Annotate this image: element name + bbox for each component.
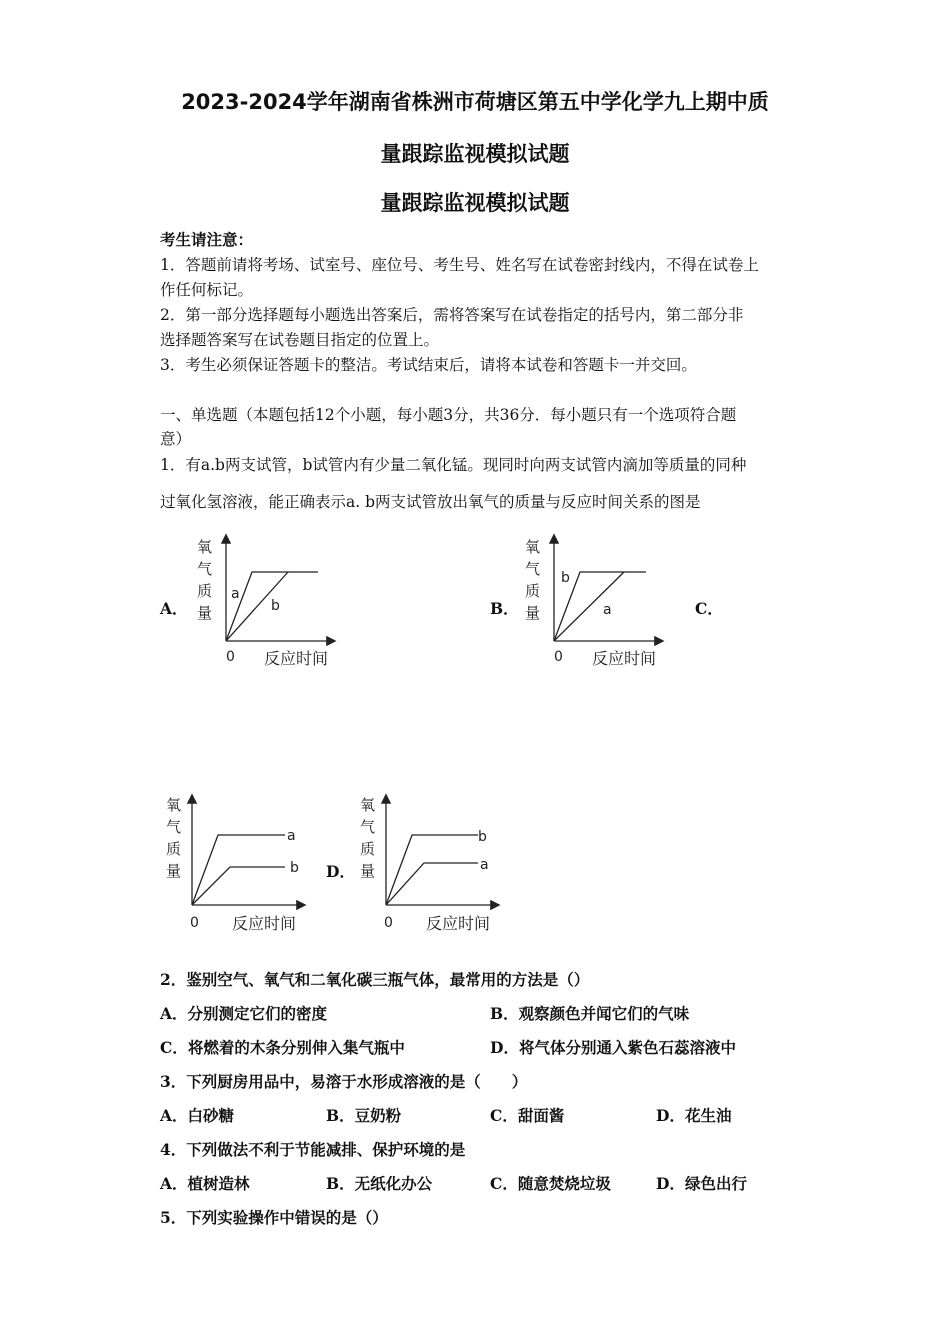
curve-high bbox=[386, 835, 478, 905]
q2-option-b: B．观察颜色并闻它们的气味 bbox=[490, 1004, 690, 1023]
question-4-text: 4．下列做法不利于节能减排、保护环境的是 bbox=[160, 1140, 466, 1159]
question-3-text: 3．下列厨房用品中，易溶于水形成溶液的是（ ） bbox=[160, 1072, 528, 1091]
x-axis-label: 反应时间 bbox=[232, 914, 297, 933]
y-label-char: 气 bbox=[525, 560, 541, 578]
y-label-char: 质 bbox=[166, 840, 182, 858]
y-label-char: 氧 bbox=[525, 538, 541, 556]
curve-label-slow: a bbox=[603, 602, 612, 618]
origin-label: 0 bbox=[384, 915, 393, 931]
question-2-text: 2．鉴别空气、氧气和二氧化碳三瓶气体，最常用的方法是（） bbox=[160, 970, 590, 989]
q1-option-a-label: A． bbox=[160, 599, 188, 618]
q1-option-b-label: B． bbox=[490, 599, 519, 618]
q2-option-d: D．将气体分别通入紫色石蕊溶液中 bbox=[490, 1038, 736, 1057]
notice-item-3: 3．考生必须保证答题卡的整洁。考试结束后，请将本试卷和答题卡一并交回。 bbox=[160, 356, 697, 374]
question-5-text: 5．下列实验操作中错误的是（） bbox=[160, 1208, 388, 1227]
y-label-char: 质 bbox=[197, 582, 213, 600]
curve-label-high: b bbox=[478, 829, 487, 845]
q4-option-a: A．植树造林 bbox=[160, 1174, 250, 1193]
y-label-char: 氧 bbox=[360, 796, 376, 814]
graph-option-b bbox=[518, 528, 678, 673]
curve-label-steep: a bbox=[231, 586, 240, 602]
page-title-line-3: 量跟踪监视模拟试题 bbox=[380, 191, 570, 215]
notice-heading: 考生请注意： bbox=[160, 230, 254, 249]
y-label-char: 质 bbox=[525, 582, 541, 600]
notice-item-2-cont: 选择题答案写在试卷题目指定的位置上。 bbox=[160, 331, 440, 349]
q1-option-c-label: C． bbox=[695, 599, 723, 618]
q3-option-c: C．甜面酱 bbox=[490, 1106, 565, 1125]
curve-label-high: a bbox=[287, 828, 296, 844]
origin-label: 0 bbox=[554, 649, 563, 665]
x-axis-label: 反应时间 bbox=[426, 914, 491, 933]
origin-label: 0 bbox=[226, 649, 235, 665]
x-axis-label: 反应时间 bbox=[264, 649, 329, 668]
question-1-text: 1．有a.b两支试管，b试管内有少量二氧化锰。现同时向两支试管内滴加等质量的同种 bbox=[160, 456, 747, 474]
y-label-char: 量 bbox=[525, 604, 541, 622]
page-title-line-1: 2023-2024学年湖南省株洲市荷塘区第五中学化学九上期中质 bbox=[181, 90, 769, 114]
y-label-char: 量 bbox=[166, 862, 182, 880]
q4-option-c: C．随意焚烧垃圾 bbox=[490, 1174, 611, 1193]
graph-option-c bbox=[160, 790, 320, 938]
y-label-char: 气 bbox=[197, 560, 213, 578]
curve-low bbox=[192, 867, 285, 905]
q1-option-d-label: D． bbox=[326, 862, 355, 881]
y-label-char: 气 bbox=[166, 818, 182, 836]
y-label-char: 量 bbox=[197, 604, 213, 622]
y-label-char: 量 bbox=[360, 862, 376, 880]
page-title-line-2: 量跟踪监视模拟试题 bbox=[380, 142, 570, 166]
y-label-char: 氧 bbox=[166, 796, 182, 814]
graph-option-d bbox=[354, 790, 514, 938]
origin-label: 0 bbox=[190, 915, 199, 931]
q3-option-d: D．花生油 bbox=[656, 1106, 732, 1125]
q2-option-a: A．分别测定它们的密度 bbox=[160, 1004, 328, 1023]
question-1-text-cont: 过氧化氢溶液，能正确表示a. b两支试管放出氧气的质量与反应时间关系的图是 bbox=[160, 493, 701, 511]
y-label-char: 气 bbox=[360, 818, 376, 836]
curve-label-steep: b bbox=[561, 570, 570, 586]
q4-option-b: B．无纸化办公 bbox=[326, 1174, 433, 1193]
section-heading: 一、单选题（本题包括12个小题，每小题3分，共36分．每小题只有一个选项符合题 bbox=[160, 406, 737, 424]
y-label-char: 质 bbox=[360, 840, 376, 858]
q3-option-a: A．白砂糖 bbox=[160, 1106, 235, 1125]
x-axis-label: 反应时间 bbox=[592, 649, 657, 668]
curve-label-low: a bbox=[480, 857, 489, 873]
curve-high bbox=[192, 835, 285, 905]
q3-option-b: B．豆奶粉 bbox=[326, 1106, 402, 1125]
notice-item-1: 1．答题前请将考场、试室号、座位号、考生号、姓名写在试卷密封线内，不得在试卷上 bbox=[160, 256, 759, 274]
section-heading-cont: 意） bbox=[160, 430, 192, 448]
graph-option-a bbox=[190, 528, 350, 673]
curve-label-low: b bbox=[290, 860, 299, 876]
y-label-char: 氧 bbox=[197, 538, 213, 556]
q4-option-d: D．绿色出行 bbox=[656, 1174, 747, 1193]
curve-label-slow: b bbox=[271, 598, 280, 614]
notice-item-1-cont: 作任何标记。 bbox=[160, 281, 254, 299]
notice-item-2: 2．第一部分选择题每小题选出答案后，需将答案写在试卷指定的括号内，第二部分非 bbox=[160, 306, 744, 324]
q2-option-c: C．将燃着的木条分别伸入集气瓶中 bbox=[160, 1038, 405, 1057]
